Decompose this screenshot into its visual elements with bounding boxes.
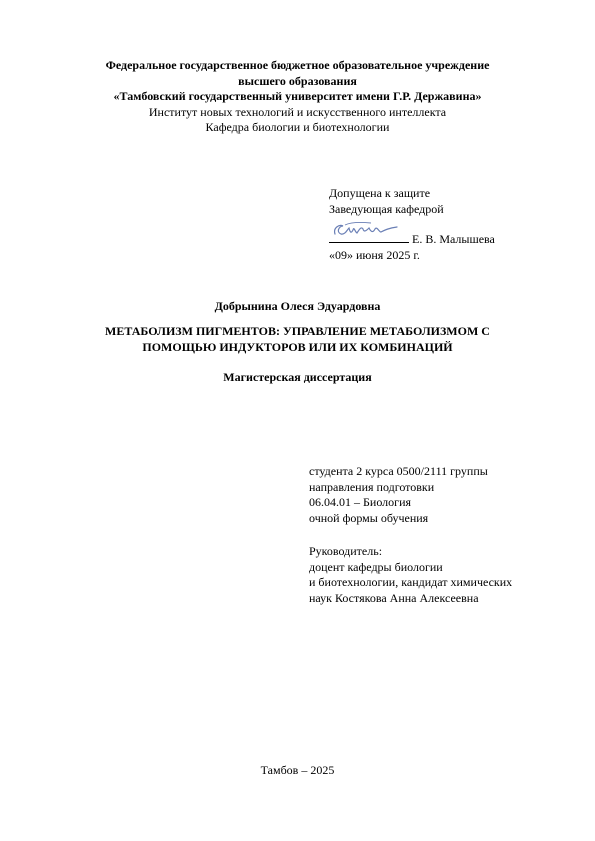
student-line-2: направления подготовки	[309, 479, 435, 494]
supervisor-info	[309, 544, 512, 606]
header-line-3: «Тамбовский государственный университет имени Г.Р. Державина»	[113, 89, 482, 103]
author-name: Добрынина Олеся Эдуардовна	[214, 299, 381, 313]
title-line-1: МЕТАБОЛИЗМ ПИГМЕНТОВ: УПРАВЛЕНИЕ МЕТАБОЛИЗМОМ С	[105, 324, 490, 338]
thesis-title	[0, 324, 595, 355]
approval-signature-row	[329, 230, 495, 248]
title-line-2: ПОМОЩЬЮ ИНДУКТОРОВ ИЛИ ИХ КОМБИНАЦИЙ	[142, 339, 453, 354]
supervisor-line-2: доцент кафедры биологии	[309, 559, 443, 574]
student-line-3: 06.04.01 – Биология	[309, 495, 412, 509]
approval-line-1: Допущена к защите	[329, 186, 431, 200]
approval-line-2: Заведующая кафедрой	[329, 201, 444, 216]
signature-line	[329, 230, 409, 243]
city-year: Тамбов – 2025	[260, 763, 335, 777]
supervisor-line-3: и биотехнологии, кандидат химических	[309, 575, 513, 589]
header-line-5: Кафедра биологии и биотехнологии	[205, 120, 390, 134]
work-type: Магистерская диссертация	[223, 370, 372, 384]
header-line-4: Институт новых технологий и искусственного интеллекта	[148, 104, 447, 119]
handwritten-signature-icon	[331, 220, 407, 240]
student-line-4: очной формы обучения	[309, 510, 429, 525]
supervisor-line-4: наук Костякова Анна Алексеевна	[309, 590, 479, 605]
approval-block	[329, 186, 495, 263]
institution-header	[0, 58, 595, 136]
student-info	[309, 464, 488, 526]
approval-date: «09» июня 2025 г.	[329, 247, 420, 262]
header-line-2: высшего образования	[238, 73, 357, 88]
header-line-1: Федеральное государственное бюджетное образовательное учреждение	[105, 58, 490, 72]
student-line-1: студента 2 курса 0500/2111 группы	[309, 464, 488, 478]
supervisor-line-1: Руководитель:	[309, 544, 383, 558]
approval-signatory: Е. В. Малышева	[412, 232, 495, 246]
